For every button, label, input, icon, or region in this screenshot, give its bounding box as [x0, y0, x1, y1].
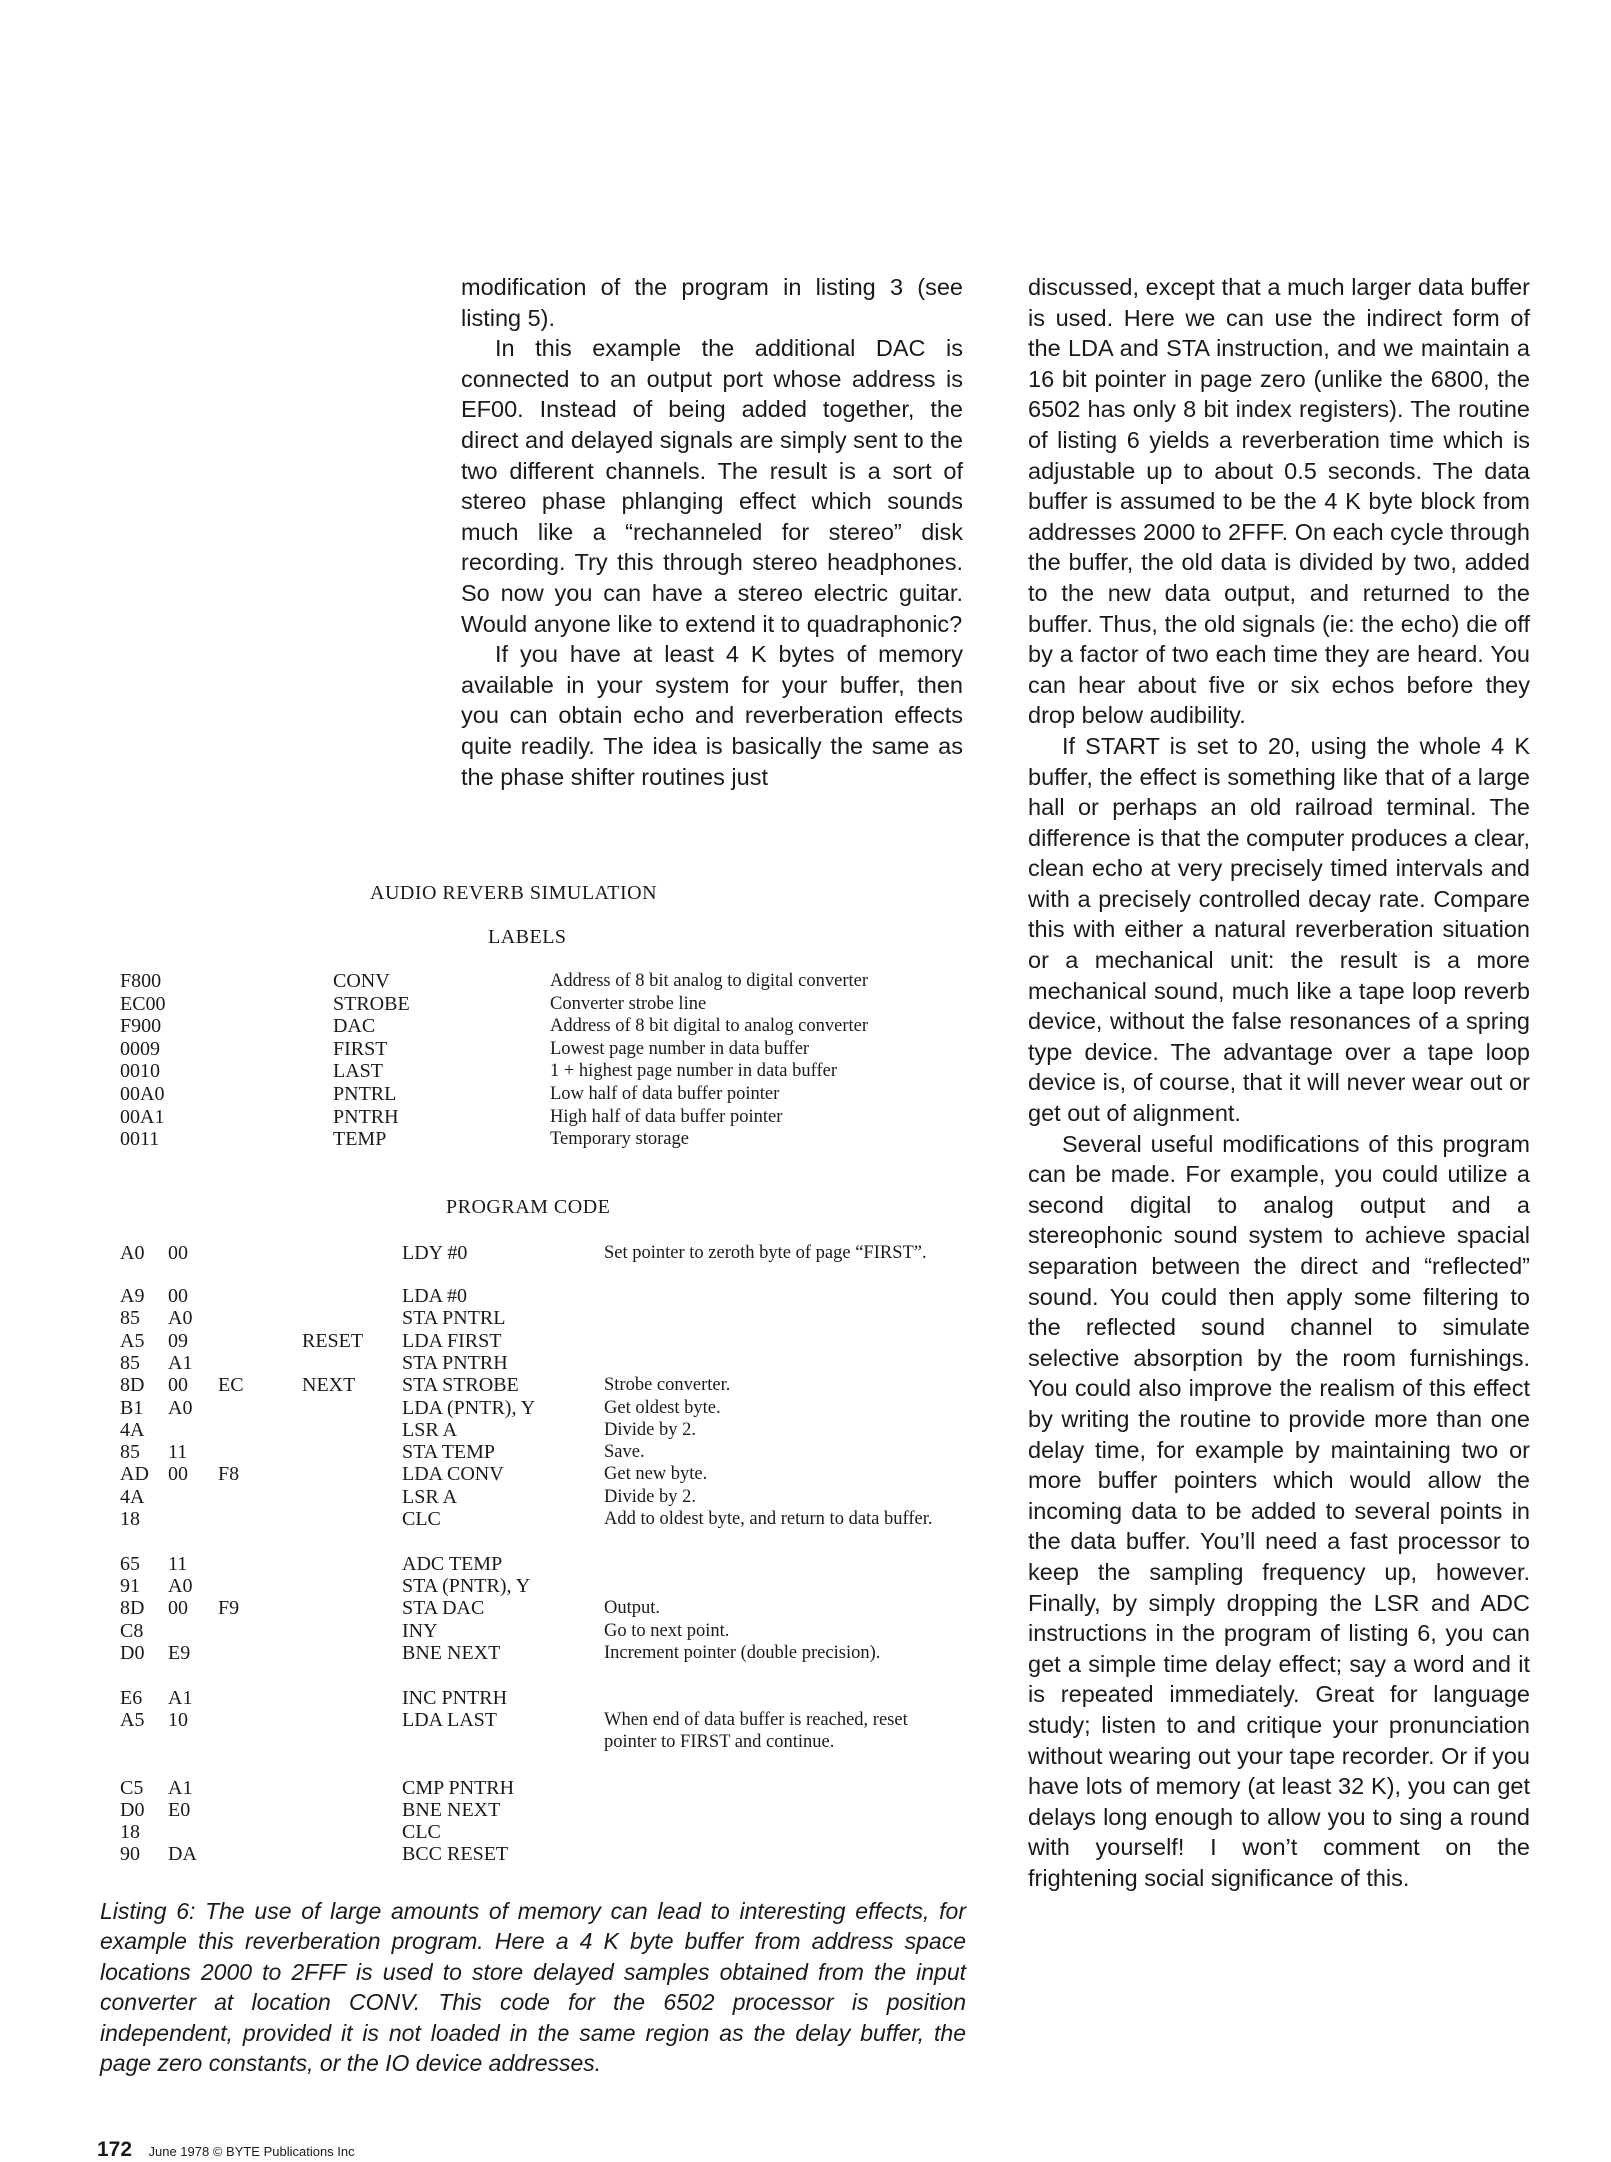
operand-byte: A1	[168, 1777, 193, 1799]
operand-byte: 11	[168, 1441, 188, 1463]
label-description: Address of 8 bit analog to digital converter	[550, 971, 869, 991]
operand-byte: 00	[168, 1463, 188, 1485]
label-address: F900	[120, 1015, 162, 1038]
instruction: STA DAC	[402, 1597, 485, 1619]
article-column-right	[1028, 272, 1530, 1893]
label-name: STROBE	[333, 992, 410, 1015]
article-column-middle	[461, 272, 963, 792]
code-label: RESET	[302, 1330, 364, 1352]
operand-byte: 11	[168, 1553, 188, 1575]
code-label: NEXT	[302, 1374, 356, 1396]
instruction: LDA #0	[402, 1285, 467, 1307]
label-address: 0011	[120, 1128, 160, 1151]
opcode-byte: C5	[120, 1777, 144, 1799]
instruction: BNE NEXT	[402, 1799, 501, 1821]
paragraph: Several useful modifications of this program can be made. For example, you could utilize a second digital to analog output and a stereophonic sound system to achieve spacial separation between the direct and “reflected” sound. You could then apply some filtering to the reflected sound channel to simulate selective absorption by the room furnishings. You could also improve the realism of this effect by writing the routine to provide more than one delay time, for example by maintaining two or more buffer pointers which would allow the incoming data to be added to several points in the data buffer. You’ll need a fast processor to keep the sampling frequency up, however. Finally, by simply dropping the LSR and ADC instructions in the program of listing 6, you can get a simple time delay effect; say a word and it is repeated immediately. Great for language study; listen to and critique your pronunciation without wearing out your tape recorder. Or if you have lots of memory (at least 32 K), you can get delays long enough to allow you to sing a round with yourself! I won’t comment on the frightening social significance of this.	[1028, 1130, 1530, 1891]
labels-heading: LABELS	[488, 926, 567, 948]
instruction: STA (PNTR), Y	[402, 1575, 531, 1597]
operand-byte: 09	[168, 1330, 188, 1352]
operand-byte: A0	[168, 1575, 193, 1597]
instruction: CMP PNTRH	[402, 1777, 515, 1799]
opcode-byte: A0	[120, 1242, 145, 1264]
code-comment: Set pointer to zeroth byte of page “FIRST”.	[604, 1243, 927, 1263]
paragraph: If START is set to 20, using the whole 4 K buffer, the effect is something like that of a large hall or perhaps an old railroad terminal. The difference is that the computer produces a clear, clean echo at very precisely timed intervals and with a precisely controlled decay rate. Compare this with either a natural reverberation situation or a mechanical unit: the result is a more mechanical sound, much like a tape loop reverb device, without the false resonances of a spring type device. The advantage over a tape loop device is, of course, that it will never wear out or get out of alignment.	[1028, 732, 1530, 1127]
code-comment: When end of data buffer is reached, reset pointer to FIRST and continue.	[604, 1710, 908, 1752]
instruction: BNE NEXT	[402, 1642, 501, 1664]
instruction: LDA CONV	[402, 1463, 504, 1485]
code-comment: Strobe converter.	[604, 1375, 731, 1395]
opcode-byte: C8	[120, 1620, 144, 1642]
operand-byte: F9	[218, 1597, 240, 1619]
opcode-byte: 4A	[120, 1419, 145, 1441]
opcode-byte: A5	[120, 1330, 145, 1352]
operand-byte: A1	[168, 1352, 193, 1374]
label-description: High half of data buffer pointer	[550, 1106, 783, 1127]
operand-byte: A0	[168, 1307, 193, 1329]
opcode-byte: A9	[120, 1285, 145, 1307]
publication-credit: June 1978 © BYTE Publications Inc	[148, 2144, 355, 2159]
instruction: INC PNTRH	[402, 1687, 508, 1709]
page-footer	[97, 2138, 355, 2162]
label-description: Lowest page number in data buffer	[550, 1038, 810, 1059]
opcode-byte: 91	[120, 1575, 140, 1597]
opcode-byte: 8D	[120, 1597, 145, 1619]
label-address: EC00	[120, 992, 166, 1015]
instruction: ADC TEMP	[402, 1553, 503, 1575]
code-comment: Add to oldest byte, and return to data buffer.	[604, 1509, 933, 1529]
operand-byte: 00	[168, 1242, 188, 1264]
operand-byte: 10	[168, 1709, 188, 1731]
operand-byte: A0	[168, 1397, 193, 1419]
page-number: 172	[97, 2138, 133, 2161]
operand-byte: 00	[168, 1374, 188, 1396]
label-name: CONV	[333, 970, 390, 992]
label-name: FIRST	[333, 1037, 388, 1060]
operand-byte: EC	[218, 1374, 244, 1396]
code-comment: Save.	[604, 1442, 645, 1462]
instruction: INY	[402, 1620, 438, 1642]
label-address: 0009	[120, 1037, 160, 1060]
operand-byte: DA	[168, 1843, 197, 1865]
label-description: Low half of data buffer pointer	[550, 1084, 780, 1104]
instruction: BCC RESET	[402, 1843, 509, 1865]
label-address: 00A1	[120, 1105, 165, 1128]
operand-byte: 00	[168, 1597, 188, 1619]
label-name: DAC	[333, 1015, 376, 1038]
instruction: LDA FIRST	[402, 1330, 502, 1352]
instruction: CLC	[402, 1508, 441, 1530]
program-code-heading: PROGRAM CODE	[446, 1196, 611, 1218]
operand-byte: 00	[168, 1285, 188, 1307]
opcode-byte: D0	[120, 1642, 145, 1664]
instruction: LDA (PNTR), Y	[402, 1397, 536, 1419]
opcode-byte: 85	[120, 1352, 140, 1374]
operand-byte: F8	[218, 1463, 240, 1485]
label-address: 0010	[120, 1060, 160, 1083]
paragraph: In this example the additional DAC is connected to an output port whose address is EF00. Instead of being added together, the direct and delayed signals are simply sent to the two different channels. The result is a sort of stereo phase phlanging effect which sounds much like a “rechanneled for stereo” disk recording. Try this through stereo headphones. So now you can have a stereo electric guitar. Would anyone like to extend it to quadraphonic?	[461, 335, 963, 637]
code-comment: Divide by 2.	[604, 1487, 696, 1507]
paragraph: If you have at least 4 K bytes of memory available in your system for your buffer, then you can obtain echo and reverberation effects quite readily. The idea is basically the same as the phase shifter routines just	[461, 641, 963, 790]
opcode-byte: 90	[120, 1843, 140, 1865]
code-comment: Get new byte.	[604, 1464, 708, 1484]
opcode-byte: D0	[120, 1799, 145, 1821]
opcode-byte: 4A	[120, 1486, 145, 1508]
opcode-byte: A5	[120, 1709, 145, 1731]
opcode-byte: 85	[120, 1441, 140, 1463]
code-comment: Output.	[604, 1598, 661, 1618]
label-description: Temporary storage	[550, 1129, 689, 1150]
label-address: F800	[120, 970, 162, 992]
instruction: STA PNTRH	[402, 1352, 508, 1374]
label-name: TEMP	[333, 1128, 387, 1151]
listing-caption: Listing 6: The use of large amounts of memory can lead to interesting effects, for example this reverberation program. Here a 4 K byte buffer from address space locations 2000 to 2FFF is used to store delayed samples obtained from the input converter at location CONV. This code for the 6502 processor is position independent, provided it is not loaded in the same region as the delay buffer, the page zero constants, or the IO device addresses.	[100, 1898, 966, 2077]
opcode-byte: 8D	[120, 1374, 145, 1396]
instruction: STA PNTRL	[402, 1307, 506, 1329]
opcode-byte: 18	[120, 1508, 140, 1530]
code-comment: Get oldest byte.	[604, 1398, 721, 1418]
instruction: LSR A	[402, 1419, 458, 1441]
opcode-byte: 18	[120, 1821, 140, 1843]
label-name: PNTRH	[333, 1105, 399, 1128]
instruction: STA TEMP	[402, 1441, 496, 1463]
listing-title: AUDIO REVERB SIMULATION	[370, 882, 658, 904]
label-description: Converter strobe line	[550, 993, 707, 1014]
opcode-byte: 65	[120, 1553, 140, 1575]
paragraph: modification of the program in listing 3 (see listing 5).	[461, 274, 963, 331]
operand-byte: E9	[168, 1642, 191, 1664]
label-address: 00A0	[120, 1083, 165, 1105]
code-comment: Divide by 2.	[604, 1420, 696, 1440]
opcode-byte: B1	[120, 1397, 144, 1419]
operand-byte: E0	[168, 1799, 191, 1821]
instruction: STA STROBE	[402, 1374, 519, 1396]
label-name: PNTRL	[333, 1083, 397, 1105]
label-name: LAST	[333, 1060, 383, 1083]
opcode-byte: 85	[120, 1307, 140, 1329]
label-description: 1 + highest page number in data buffer	[550, 1061, 837, 1082]
opcode-byte: AD	[120, 1463, 149, 1485]
instruction: LSR A	[402, 1486, 458, 1508]
instruction: CLC	[402, 1821, 441, 1843]
instruction: LDY #0	[402, 1242, 468, 1264]
operand-byte: A1	[168, 1687, 193, 1709]
code-comment: Increment pointer (double precision).	[604, 1643, 881, 1663]
opcode-byte: E6	[120, 1687, 143, 1709]
label-description: Address of 8 bit digital to analog converter	[550, 1016, 869, 1037]
instruction: LDA LAST	[402, 1709, 497, 1731]
paragraph: discussed, except that a much larger data buffer is used. Here we can use the indirect form of the LDA and STA instruction, and we maintain a 16 bit pointer in page zero (unlike the 6800, the 6502 has only 8 bit index registers). The routine of listing 6 yields a reverberation time which is adjustable up to about 0.5 seconds. The data buffer is assumed to be the 4 K byte block from addresses 2000 to 2FFF. On each cycle through the buffer, the old data is divided by two, added to the new data output, and returned to the buffer. Thus, the old signals (ie: the echo) die off by a factor of two each time they are heard. You can hear about five or six echos before they drop below audibility.	[1028, 274, 1530, 729]
code-comment: Go to next point.	[604, 1621, 730, 1641]
